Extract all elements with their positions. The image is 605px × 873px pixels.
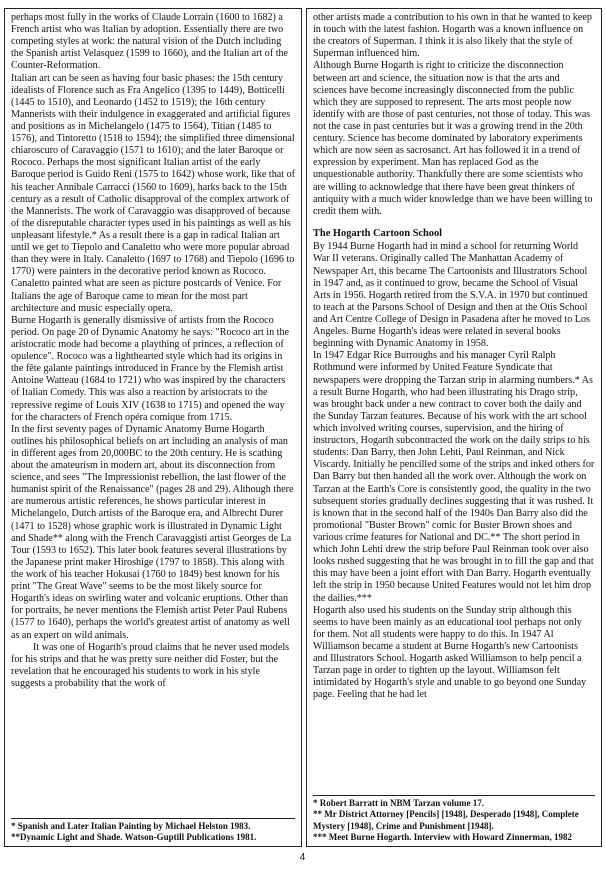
right-footnote-2: ** Mr District Attorney [Pencils] [1948], Desperado [1948], Complete Mystery [1948], Crime and Punishment [1948]. [313,809,579,831]
left-paragraph-1: perhaps most fully in the works of Claude Lorrain (1600 to 1682) a French artist who was Italian by adoption. Essentially there are two competing styles at work: the natural vision of the Dutch including the Spanish artist Velasquez (1599 to 1660), and the Italian art of the Counter-Reformation. [11,12,289,72]
right-paragraph-1: other artists made a contribution to his own in that he wanted to keep in touch with the latest fashion. Hogarth was a known influence on the creators of Superman. I think it is also likely that the style of Superman influenced him. [313,12,592,60]
right-paragraph-2: Although Burne Hogarth is right to criticize the disconnection between art and science, the situation now is that the arts and sciences have become increasingly disconnected from the public which they are supposed to represent. The arts most people now identify with are those of past centuries, not those of today. This was not the case in past centuries but it was a growing trend in the 20th century. Science has become dominated by laboratory experiments which are now seen as sacrosanct. Art has followed it in a trend of expression by experiment. Man has replaced God as the unquestionable authority. Thankfully there are some scientists who are willing to acknowledge that there have been great thinkers of antiquity with a much wider knowledge than we have been willing to credit them with. [313,60,593,217]
right-footnote-3: *** Meet Burne Hogarth. Interview with Howard Zinnerman, 1982 [313,831,572,842]
left-footnote-1: * Spanish and Later Italian Painting by Michael Helston 1983. [11,820,251,831]
left-footnotes [11,818,295,844]
left-footnote-2: **Dynamic Light and Shade. Watson-Guptill Publications 1981. [11,831,257,842]
left-paragraph-4: In the first seventy pages of Dynamic Anatomy Burne Hogarth outlines his philosophical beliefs on art including an analysis of man in different ages from 20,000BC to the 20th century. He is scathing about the amateurism in modern art, about its disconnection from science, and sees "The Impressionist rebellion, the last flower of the humanist spirit of the Renaissance" (pages 28 and 29). Although there are numerous artistic references, he shows particular interest in Michelangelo, Dutch artists of the Baroque era, and Albrecht Durer (1471 to 1528) whose graphic work is illustrated in Dynamic Light and Shade** along with the French Caravaggisti artist Georges de La Tour (1593 to 1652). This later book features several illustrations by the Japanese print maker Hiroshige (1797 to 1858). This along with the work of his teacher Hokusai (1760 to 1849) best known for his print "The Great Wave" seems to be the most likely source for Hogarth's ideas on swirling water and volcanic eruptions. Other than for portraits, he never mentions the Flemish artist Peter Paul Rubens (1577 to 1640), perhaps the world's greatest artist of anatomy as well as an expert on wild animals. [11,423,294,641]
right-footnotes [313,795,595,843]
left-paragraph-5: It was one of Hogarth's proud claims that he never used models for his strips and that he was pretty sure neither did Foster, but the revelation that he encouraged his students to work in his style suggests a probability that the work of [11,641,290,690]
right-column [306,8,602,847]
page-number: 4 [299,852,306,863]
left-column [4,8,302,847]
left-column-text [11,12,295,690]
right-footnote-1: * Robert Barratt in NBM Tarzan volume 17. [313,798,484,808]
right-column-text [313,12,595,702]
section-paragraph-1: By 1944 Burne Hogarth had in mind a school for returning World War II veterans. Originally called The Manhattan Academy of Newspaper Art, this became The Cartoonists and Illustrators School in 1947 and, as it continued to grow, became the School of Visual Arts in 1956. Hogarth retired from the S.V.A. in 1970 but continued to teach at the Parsons School of Design and then at the Otis School and Art Centre College of Design in Pasadena after he moved to Los Angeles. Burne Hogarth's ideas were related in several books beginning with Dynamic Anatomy in 1958. [313,241,590,350]
section-paragraph-2: In 1947 Edgar Rice Burroughs and his manager Cyril Ralph Rothmund were informed by United Feature Syndicate that newspapers were dropping the Tarzan strip in alarming numbers.* As a result Burne Hogarth, who had been illustrating his Drago strip, was brought back under a new contract to cover both the daily and the Sunday Tarzan features. Because of his work with the art school which involved writing courses, supervision, and the hiring of instructors, Hogarth subcontracted the work on the daily strips to his students: Dan Barry, then John Lehti, Paul Reinman, and Nick Viscardy. Initially he pencilled some of the strips and inked others for Dan Barry but then handed all the work over. Although the work on Tarzan at the Earth's Core is consistently good, the quality in the two subsequent stories gradually declines suggesting that it was rushed. It is known that in the second half of the 1940s Dan Barry also did the promotional "Buster Brown" comic for Buster Brown shoes and various crime features for National and DC.** The short period in which John Lehti drew the strip before Paul Reinman took over also looks rushed suggesting that he was brought in to fill the gap and that this may have been a joint effort with Dan Barry. Hogarth eventually left the strip in 1950 because United Features would not let him drop the dailies.*** [313,350,595,604]
section-paragraph-3: Hogarth also used his students on the Sunday strip although this seems to have been mainly as an educational tool perhaps not only for them. Not all students were happy to do this. In 1947 Al Williamson became a student at Burne Hogarth's new Cartoonists and Illustrators School. Hogarth asked Williamson to help pencil a Tarzan page in order to tighten up the layout. Williamson felt intimidated by Hogarth's style and unable to go beyond one Sunday page. Feeling that he had let [313,604,587,701]
section-heading: The Hogarth Cartoon School [313,227,443,239]
left-paragraph-2: Italian art can be seen as having four basic phases: the 15th century idealists of Florence such as Fra Angelico (1395 to 1449), Botticelli (1445 to 1510), and Leonardo (1452 to 1519); the 16th century Mannerists with their indulgence in exaggerated and artificial figures and positions as in Michelangelo (1475 to 1564), Titian (1485 to 1576), and Tintoretto (1518 to 1594); the simplified three dimensional chiaroscuro of Caravaggio (1571 to 1610); and the later Baroque or Rococo. Perhaps the most significant Italian artist of the early Baroque period is Guido Reni (1575 to 1642) whose work, like that of his teacher Annibale Carracci (1560 to 1609), harks back to the 15th century as a result of Catholic disapproval of the complex artwork of the Mannerists. The work of Caravaggio was disapproved of because of the disreputable character types used in his paintings as well as his unpleasant lifestyle.* As a result there is a gap in radical Italian art until we get to Tiepolo and Canaletto who were more popular abroad than they were in Italy. Canaletto (1697 to 1768) and Tiepolo (1696 to 1770) were painters in the decorative period known as Rococo. Canaletto painted what are seen as picture postcards of Venice. For Italians the age of Baroque came to mean for the most part architecture and music especially opera. [11,72,295,314]
left-paragraph-3: Burne Hogarth is generally dismissive of artists from the Rococo period. On page 20 of Dynamic Anatomy he says: "Rococo art in the aristocratic mode had become a plaything of princes, a reflection of opulence". Rococo was a lighthearted style which had its origins in the fête galante paintings introduced in France by the Flemish artist Antoine Watteau (1684 to 1721) who was inspired by the characters of Italian Comedy. This was also a reaction by aristocrats to the repressive regime of Louis XIV (1638 to 1715) and opened the way for the characters of French opéra comique from 1715. [11,314,289,423]
